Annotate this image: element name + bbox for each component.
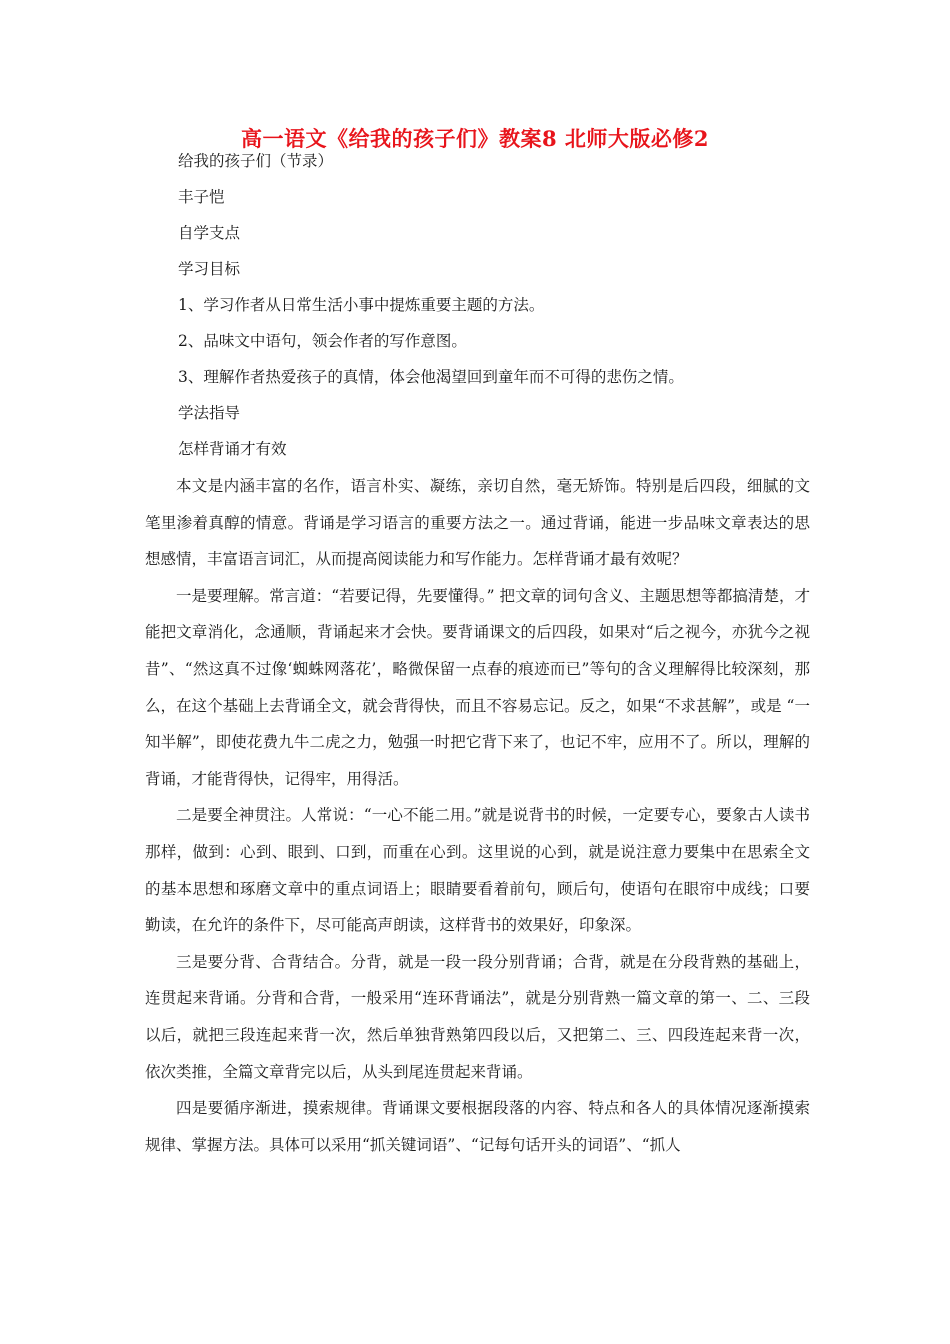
objective-item: 3、理解作者热爱孩子的真情，体会他渴望回到童年而不可得的悲伤之情。 (178, 368, 684, 386)
body-text (145, 468, 810, 1163)
text-line: 怎样背诵才有效 (178, 440, 287, 458)
text-line: 给我的孩子们（节录） (178, 152, 334, 170)
text-line: 学习目标 (178, 260, 241, 278)
objective-item: 1、学习作者从日常生活小事中提炼重要主题的方法。 (178, 296, 545, 314)
paragraph: 二是要全神贯注。人常说：“一心不能二用。”就是说背书的时候，一定要专心，要象古人读书那样，做到：心到、眼到、口到，而重在心到。这里说的心到，就是说注意力要集中在思索全文的基本思想和琢磨文章中的重点词语上；眼睛要看着前句，顾后句，使语句在眼帘中成线；口要勤读，在允许的条件下，尽可能高声朗读，这样背书的效果好，印象深。 (145, 806, 810, 935)
paragraph: 一是要理解。常言道：“若要记得，先要懂得。” 把文章的词句含义、主题思想等都搞清楚，才能把文章消化，念通顺，背诵起来才会快。要背诵课文的后四段，如果对“后之视今，亦犹今之视昔”、“然这真不过像‘蜘蛛网落花’，略微保留一点春的痕迹而已”等句的含义理解得比较深刻，那么，在这个基础上去背诵全文，就会背得快，而且不容易忘记。反之，如果“不求甚解”，或是 “一知半解”，即使花费九牛二虎之力，勉强一时把它背下来了，也记不牢，应用不了。所以，理解的背诵，才能背得快，记得牢，用得活。 (145, 586, 810, 788)
paragraph: 四是要循序渐进，摸索规律。背诵课文要根据段落的内容、特点和各人的具体情况逐渐摸索规律、掌握方法。具体可以采用“抓关键词语”、“记每句话开头的词语”、“抓人 (145, 1099, 810, 1154)
objective-item: 2、品味文中语句，领会作者的写作意图。 (178, 332, 467, 350)
paragraph: 三是要分背、合背结合。分背，就是一段一段分别背诵；合背，就是在分段背熟的基础上，连贯起来背诵。分背和合背，一般采用“连环背诵法”，就是分别背熟一篇文章的第一、二、三段以后，就把三段连起来背一次，然后单独背熟第四段以后，又把第二、三、四段连起来背一次，依次类推，全篇文章背完以后，从头到尾连贯起来背诵。 (145, 952, 810, 1081)
document-title: 高一语文《给我的孩子们》教案8 北师大版必修2 (240, 126, 710, 151)
paragraph: 本文是内涵丰富的名作，语言朴实、凝练，亲切自然，毫无矫饰。特别是后四段，细腻的文笔里渗着真醇的情意。背诵是学习语言的重要方法之一。通过背诵，能进一步品味文章表达的思想感情，丰富语言词汇，从而提高阅读能力和写作能力。怎样背诵才最有效呢？ (145, 477, 810, 569)
text-line: 丰子恺 (178, 188, 225, 206)
text-line: 学法指导 (178, 404, 241, 422)
text-line: 自学支点 (178, 224, 241, 242)
